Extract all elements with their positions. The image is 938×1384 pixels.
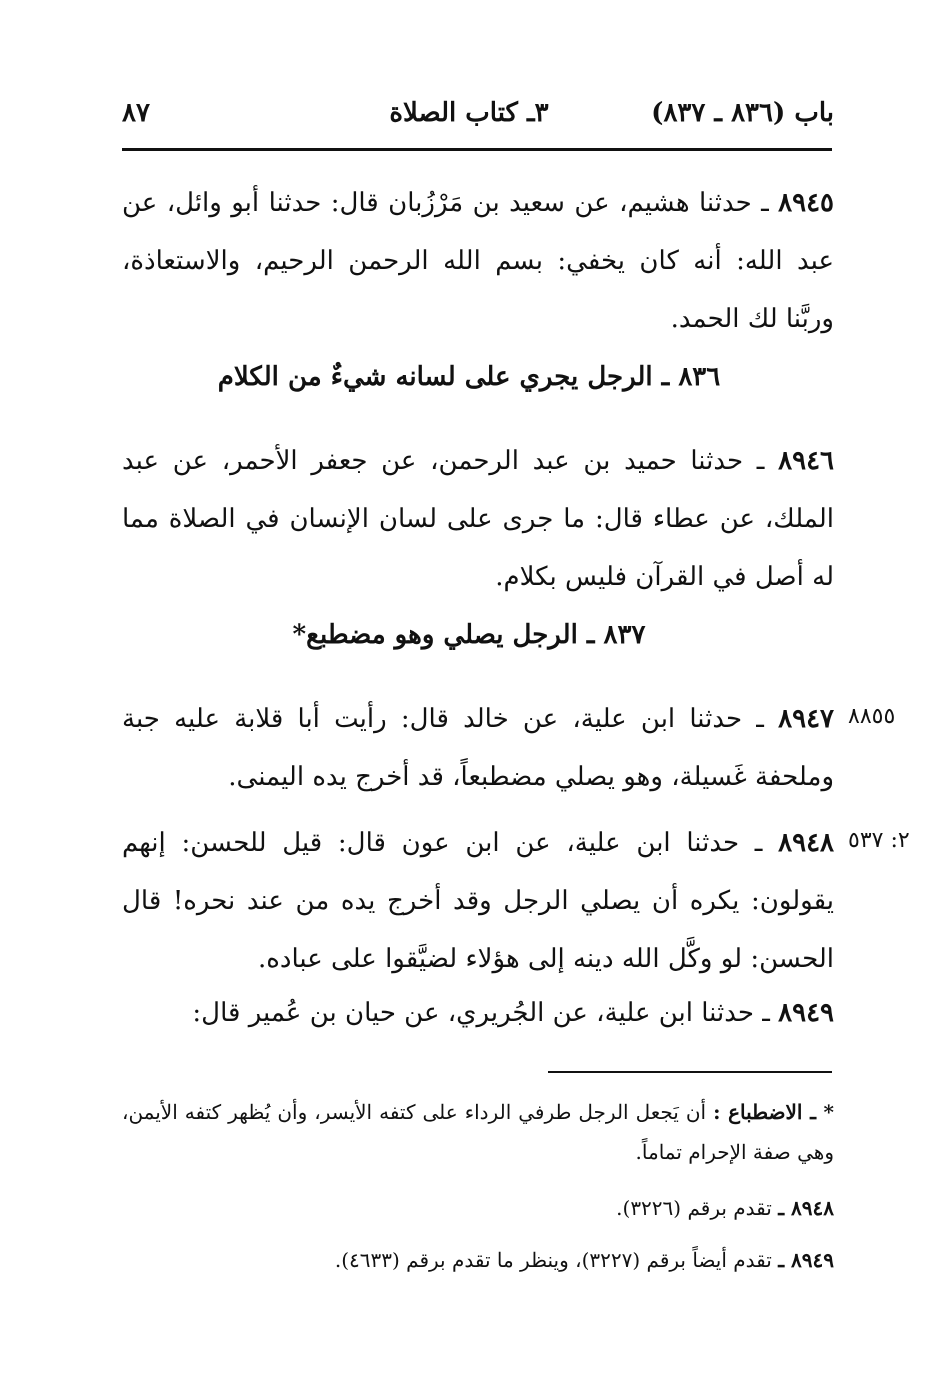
hadith-text: ـ حدثنا ابن علية، عن ابن عون قال: قيل للحسن: إنهم يقولون: يكره أن يصلي الرجل وقد أخرج يده من عند نحره! قال الحسن: لو وكَّل الله دينه إلى هؤلاء لضيَّقوا على عباده. — [122, 828, 834, 974]
hadith-text: ـ حدثنا حميد بن عبد الرحمن، عن جعفر الأحمر، عن عبد الملك، عن عطاء قال: ما جرى على لسان الإنسان في الصلاة مما له أصل في القرآن فليس بكلام. — [122, 446, 834, 592]
margin-reference: ٨٨٥٥ — [848, 704, 896, 729]
hadith-entry — [122, 174, 834, 348]
hadith-entry — [122, 984, 834, 1042]
footnote — [122, 1240, 834, 1280]
chapter-range: باب (٨٣٦ ـ ٨٣٧) — [651, 98, 834, 128]
hadith-number: ٨٩٤٥ — [778, 188, 835, 218]
hadith-number: ٨٩٤٨ — [778, 828, 835, 858]
hadith-number: ٨٩٤٩ — [778, 998, 834, 1028]
footnote — [122, 1092, 834, 1172]
hadith-entry — [122, 432, 834, 606]
section-heading: ٨٣٧ ـ الرجل يصلي وهو مضطبع* — [292, 620, 646, 650]
hadith-text: ـ حدثنا ابن علية، عن خالد قال: رأيت أبا قلابة عليه جبة وملحفة غَسيلة، وهو يصلي مضطبعاً، قد أخرج يده اليمنى. — [122, 704, 834, 792]
footnote-text: تقدم أيضاً برقم (٣٢٢٧)، وينظر ما تقدم برقم (٤٦٣٣). — [334, 1248, 772, 1272]
footnote — [122, 1188, 834, 1228]
footnote-label: ٨٩٤٩ ـ — [778, 1248, 834, 1272]
section-heading: ٨٣٦ ـ الرجل يجري على لسانه شيءٌ من الكلام — [217, 362, 721, 392]
hadith-entry — [122, 690, 834, 806]
hadith-entry — [122, 814, 834, 988]
footnote-label: ٨٩٤٨ ـ — [778, 1196, 834, 1220]
footnote-text: تقدم برقم (٣٢٢٦). — [616, 1196, 772, 1220]
footnote-label: * ـ الاضطباع : — [713, 1100, 834, 1124]
header-divider — [122, 148, 832, 151]
page-number: ٨٧ — [122, 98, 150, 128]
footnote-divider — [548, 1071, 832, 1073]
footnote-text: أن يَجعل الرجل طرفي الرداء على كتفه الأيسر، وأن يُظهر كتفه الأيمن، وهي صفة الإحرام تماماً. — [122, 1100, 834, 1164]
margin-reference: ٢: ٥٣٧ — [848, 828, 910, 853]
book-title: ٣ـ كتاب الصلاة — [389, 98, 549, 128]
hadith-text: ـ حدثنا ابن علية، عن الجُريري، عن حيان بن عُمير قال: — [192, 998, 770, 1028]
hadith-number: ٨٩٤٧ — [778, 704, 835, 734]
hadith-text: ـ حدثنا هشيم، عن سعيد بن مَرْزُبان قال: حدثنا أبو وائل، عن عبد الله: أنه كان يخفي: بسم الله الرحمن الرحيم، والاستعاذة، وربَّنا لك الحمد. — [122, 188, 834, 334]
hadith-number: ٨٩٤٦ — [778, 446, 835, 476]
